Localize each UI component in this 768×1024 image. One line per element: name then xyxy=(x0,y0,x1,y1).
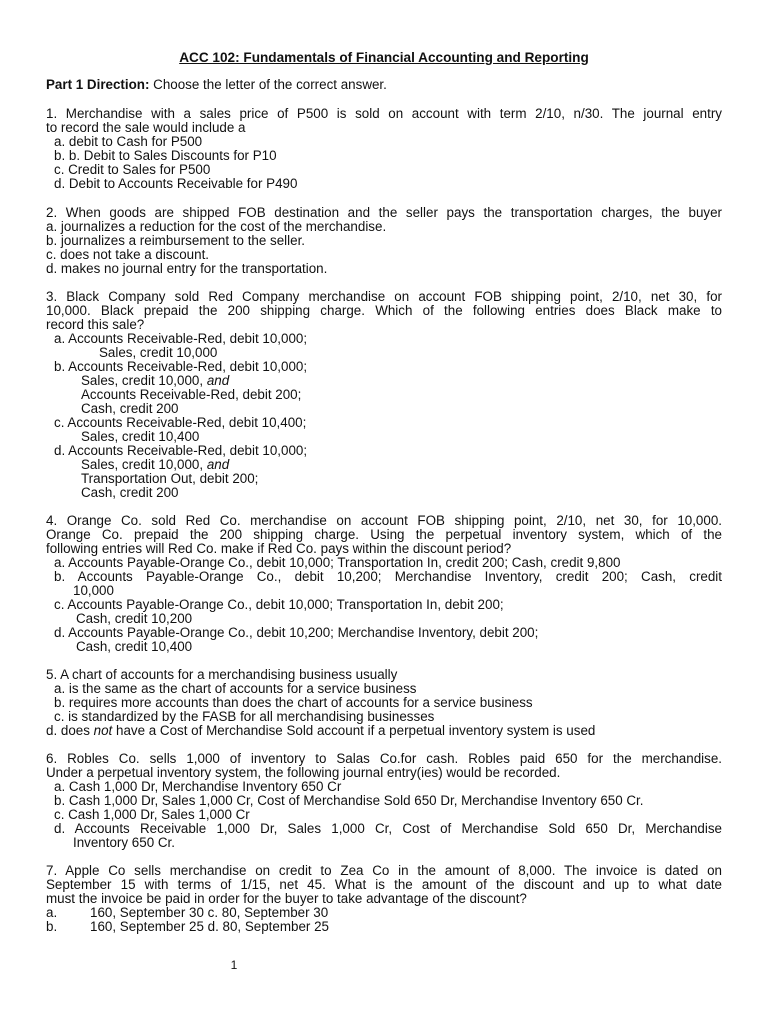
q3-stem-line-3: record this sale? xyxy=(46,317,145,332)
q5-option-d xyxy=(46,724,722,738)
q7-options-a-c: 160, September 30 c. 80, September 30 xyxy=(90,905,329,920)
q3-stem-line-1: 3. Black Company sold Red Company merchandise on account FOB shipping point, 2/10, net 30, for xyxy=(46,289,722,304)
q6-stem-line-2: Under a perpetual inventory system, the following journal entry(ies) would be recorded. xyxy=(46,765,561,780)
q1-stem-line-2: to record the sale would include a xyxy=(46,120,246,135)
q5-option-d-pre: d. does xyxy=(46,723,94,738)
q3-option-b-line-3: Accounts Receivable-Red, debit 200; xyxy=(81,387,302,402)
part-direction xyxy=(46,78,722,92)
document-title: ACC 102: Fundamentals of Financial Accounting and Reporting xyxy=(179,50,589,65)
q6-option-b: b. Cash 1,000 Dr, Sales 1,000 Cr, Cost of Merchandise Sold 650 Dr, Merchandise Inventory 650 Cr. xyxy=(54,793,644,808)
q5-option-d-post: have a Cost of Merchandise Sold account if a perpetual inventory system is used xyxy=(112,723,596,738)
q4-stem-line-3: following entries will Red Co. make if Red Co. pays within the discount period? xyxy=(46,541,512,556)
q3-option-b-line-4: Cash, credit 200 xyxy=(81,401,179,416)
q2-option-c: c. does not take a discount. xyxy=(46,247,210,262)
q3-stem-line-2: 10,000. Black prepaid the 200 shipping charge. Which of the following entries does Black make to xyxy=(46,303,722,318)
q3-option-a-line-2: Sales, credit 10,000 xyxy=(99,345,218,360)
q4-stem-line-1: 4. Orange Co. sold Red Co. merchandise on account FOB shipping point, 2/10, net 30, for 10,000. xyxy=(46,513,722,528)
q3-option-d-and: and xyxy=(206,457,230,472)
q3-option-b-line-2 xyxy=(81,374,757,388)
q1-option-a: a. debit to Cash for P500 xyxy=(54,134,203,149)
q7-option-a-label: a. xyxy=(46,905,58,920)
q4-option-a: a. Accounts Payable-Orange Co., debit 10,000; Transportation In, credit 200; Cash, credit 9,800 xyxy=(54,555,621,570)
q1-option-d: d. Debit to Accounts Receivable for P490 xyxy=(54,176,298,191)
direction-text: Choose the letter of the correct answer. xyxy=(149,77,387,92)
q5-option-b: b. requires more accounts than does the chart of accounts for a service business xyxy=(54,695,533,710)
q4-option-b-line-2: 10,000 xyxy=(73,583,114,598)
q7-option-b-label: b. xyxy=(46,919,58,934)
q6-stem-line-1: 6. Robles Co. sells 1,000 of inventory to Salas Co.for cash. Robles paid 650 for the merchandise. xyxy=(46,751,722,766)
q4-option-d-line-1: d. Accounts Payable-Orange Co., debit 10,200; Merchandise Inventory, debit 200; xyxy=(54,625,539,640)
q6-option-a: a. Cash 1,000 Dr, Merchandise Inventory 650 Cr xyxy=(54,779,342,794)
q6-option-d-line-2: Inventory 650 Cr. xyxy=(73,835,175,850)
q3-option-d-line-3: Transportation Out, debit 200; xyxy=(81,471,259,486)
q3-option-b-line-2-text: Sales, credit 10,000, xyxy=(81,373,207,388)
q2-option-d: d. makes no journal entry for the transportation. xyxy=(46,261,328,276)
direction-label: Part 1 Direction: xyxy=(46,77,150,92)
q5-option-d-not: not xyxy=(93,723,113,738)
q3-option-d-line-2 xyxy=(81,458,757,472)
q5-option-c: c. is standardized by the FASB for all merchandising businesses xyxy=(54,709,435,724)
q3-option-b-and: and xyxy=(206,373,230,388)
q1-option-b: b. b. Debit to Sales Discounts for P10 xyxy=(54,148,277,163)
q7-options-b-d: 160, September 25 d. 80, September 25 xyxy=(90,919,329,934)
q1-option-c: c. Credit to Sales for P500 xyxy=(54,162,211,177)
q7-stem-line-1: 7. Apple Co sells merchandise on credit to Zea Co in the amount of 8,000. The invoice is dated on xyxy=(46,863,722,878)
q3-option-b-line-1: b. Accounts Receivable-Red, debit 10,000; xyxy=(54,359,308,374)
q5-stem-line-1: 5. A chart of accounts for a merchandising business usually xyxy=(46,667,398,682)
q6-option-c: c. Cash 1,000 Dr, Sales 1,000 Cr xyxy=(54,807,250,822)
q2-option-b: b. journalizes a reimbursement to the seller. xyxy=(46,233,306,248)
page-number: 1 xyxy=(230,958,238,972)
q4-option-d-line-2: Cash, credit 10,400 xyxy=(76,639,193,654)
q3-option-c-line-1: c. Accounts Receivable-Red, debit 10,400; xyxy=(54,415,307,430)
q3-option-d-line-2-text: Sales, credit 10,000, xyxy=(81,457,207,472)
q4-option-c-line-1: c. Accounts Payable-Orange Co., debit 10,000; Transportation In, debit 200; xyxy=(54,597,504,612)
q1-stem-line-1: 1. Merchandise with a sales price of P500 is sold on account with term 2/10, n/30. The journal entry xyxy=(46,106,722,121)
q3-option-d-line-4: Cash, credit 200 xyxy=(81,485,179,500)
q4-option-b-line-1: b. Accounts Payable-Orange Co., debit 10,200; Merchandise Inventory, credit 200; Cash, credit xyxy=(54,569,722,584)
q3-option-a-line-1: a. Accounts Receivable-Red, debit 10,000; xyxy=(54,331,308,346)
q6-option-d-line-1: d. Accounts Receivable 1,000 Dr, Sales 1,000 Cr, Cost of Merchandise Sold 650 Dr, Merchandise xyxy=(54,821,722,836)
q4-option-c-line-2: Cash, credit 10,200 xyxy=(76,611,193,626)
q2-option-a: a. journalizes a reduction for the cost of the merchandise. xyxy=(46,219,387,234)
q3-option-d-line-1: d. Accounts Receivable-Red, debit 10,000; xyxy=(54,443,308,458)
q7-stem-line-2: September 15 with terms of 1/15, net 45. What is the amount of the discount and up to what date xyxy=(46,877,722,892)
q3-option-c-line-2: Sales, credit 10,400 xyxy=(81,429,200,444)
q4-stem-line-2: Orange Co. prepaid the 200 shipping charge. Using the perpetual inventory system, which of the xyxy=(46,527,722,542)
q5-option-a: a. is the same as the chart of accounts for a service business xyxy=(54,681,417,696)
q2-stem-line-1: 2. When goods are shipped FOB destination and the seller pays the transportation charges, the buyer xyxy=(46,205,722,220)
q7-stem-line-3: must the invoice be paid in order for the buyer to take advantage of the discount? xyxy=(46,891,527,906)
